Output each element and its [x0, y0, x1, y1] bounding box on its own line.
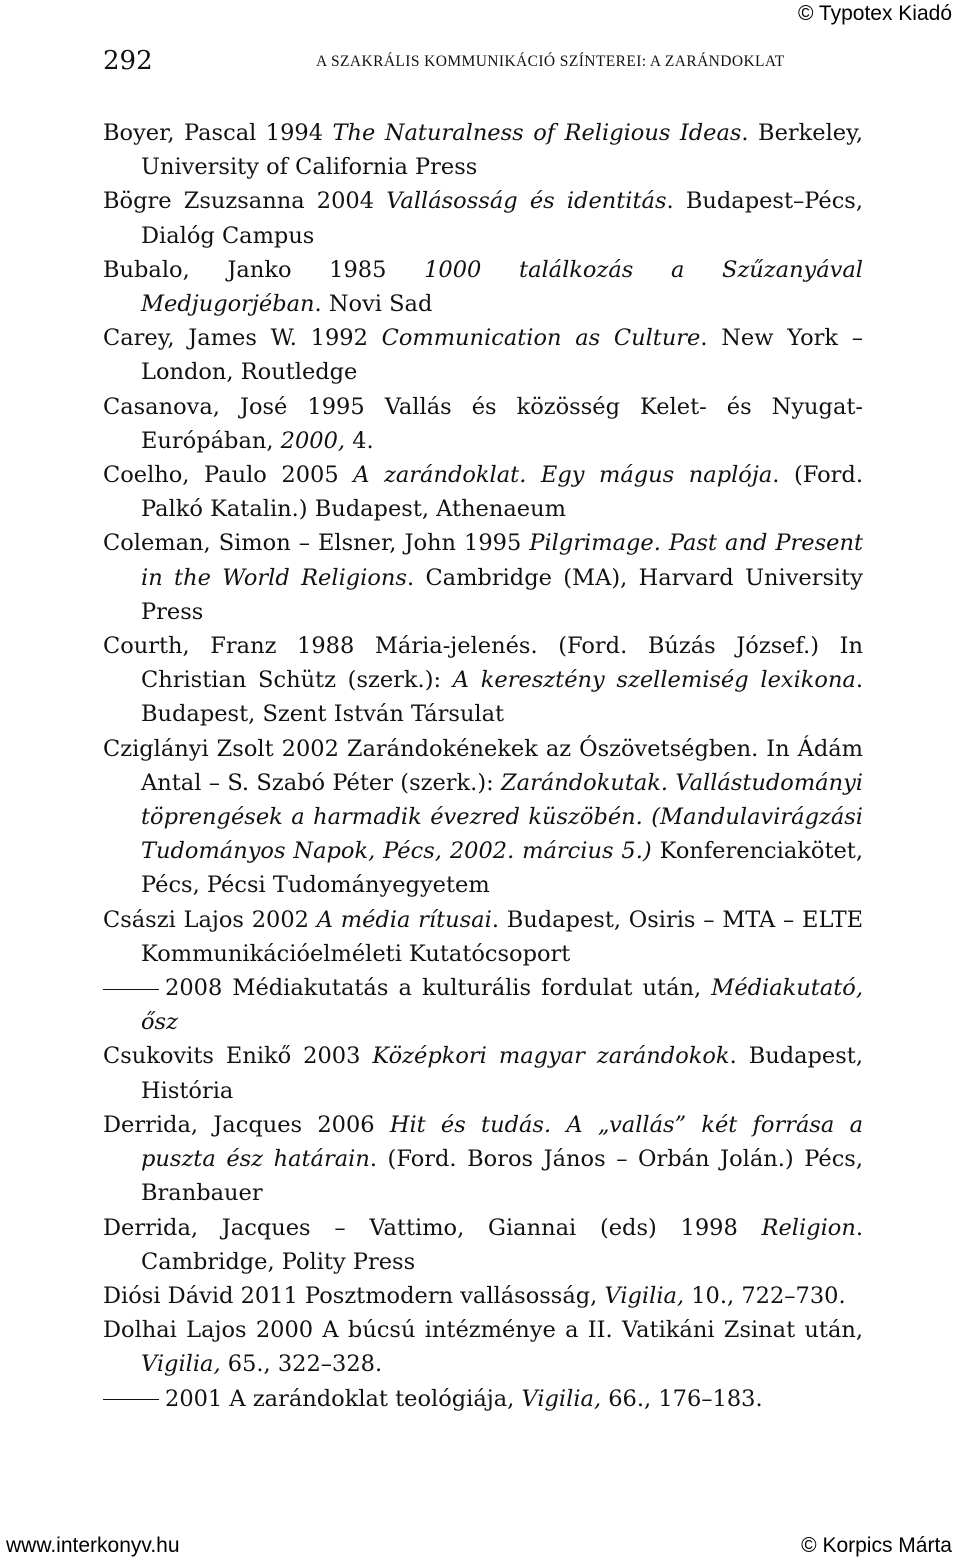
entry-author-part: Carey, James W. 1992 — [103, 325, 382, 352]
entry-author-part: Dolhai Lajos 2000 A búcsú intézménye a II. Vatikáni Zsinat után, — [103, 1317, 863, 1344]
entry-publication: . Budapest, Osiris – MTA – ELTE Kommunikációelméleti Kutatócsoport — [141, 906, 864, 967]
bibliography-entry — [103, 629, 863, 732]
entry-title: A keresztény szellemiség lexikona — [452, 667, 856, 694]
bibliography-entry — [103, 1039, 863, 1107]
bibliography-entry — [103, 971, 863, 1039]
bibliography-entry — [103, 390, 863, 458]
entry-publication: . Budapest, Szent István Társulat — [141, 667, 864, 728]
author-copyright: © Korpics Márta — [801, 1534, 952, 1557]
entry-publication: 4. — [345, 427, 374, 454]
entry-title: A zarándoklat. Egy mágus naplója — [353, 462, 773, 489]
entry-publication: . Cambridge (MA), Harvard University Press — [141, 564, 863, 625]
bibliography-entry — [103, 1313, 863, 1381]
page-number: 292 — [103, 46, 153, 76]
entry-publication: . Budapest, História — [141, 1043, 863, 1104]
entry-author-part: 2008 Médiakutatás a kulturális fordulat után, — [165, 975, 712, 1002]
entry-title: Vigilia, — [141, 1351, 221, 1378]
entry-title: A média rítusai — [316, 906, 492, 933]
bibliography-entry — [103, 321, 863, 389]
entry-publication: . (Ford. Boros János – Orbán Jolán.) Pécs, Branbauer — [141, 1146, 864, 1207]
entry-publication: . Budapest–Pécs, Dialóg Campus — [141, 188, 863, 249]
running-head: A SZAKRÁLIS KOMMUNIKÁCIÓ SZÍNTEREI: A ZARÁNDOKLAT — [316, 53, 785, 70]
ditto-dash — [103, 989, 159, 990]
publisher-copyright: © Typotex Kiadó — [797, 2, 952, 25]
entry-author-part: Coelho, Paulo 2005 — [103, 462, 354, 489]
bibliography-entry — [103, 1279, 863, 1313]
entry-author-part: Bögre Zsuzsanna 2004 — [103, 188, 387, 215]
bibliography-entry — [103, 253, 863, 321]
bibliography-entry — [103, 458, 863, 526]
entry-author-part: Derrida, Jacques 2006 — [103, 1111, 390, 1138]
bibliography-entry — [103, 526, 863, 629]
entry-author-part: Császi Lajos 2002 — [103, 906, 317, 933]
entry-title: Zarándokutak. Vallástudományi töprengések a harmadik évezred küszöbén. (Mandulavirágzási Tudományos Napok, Pécs, 2002. március 5.) — [141, 769, 863, 865]
entry-title: Pilgrimage. Past and Present in the World Religions — [141, 530, 864, 591]
bibliography-entry — [103, 1211, 863, 1279]
entry-publication: . New York – London, Routledge — [141, 325, 863, 386]
entry-title: The Naturalness of Religious Ideas — [332, 120, 742, 146]
entry-publication: Konferenciakötet, Pécs, Pécsi Tudományegyetem — [141, 838, 863, 899]
entry-author-part: Bubalo, Janko 1985 — [103, 256, 425, 283]
entry-author-part: Derrida, Jacques – Vattimo, Giannai (eds) 1998 — [103, 1214, 762, 1241]
entry-title: 2000, — [280, 427, 346, 454]
bibliography-entry — [103, 903, 863, 971]
entry-author-part: Coleman, Simon – Elsner, John 1995 — [103, 530, 530, 557]
entry-publication: . Berkeley, University of California Press — [141, 120, 863, 181]
entry-author-part: Courth, Franz 1988 Mária-jelenés. (Ford. Búzás József.) In Christian Schütz (szerk.): — [103, 633, 863, 694]
entry-publication: 66., 176–183. — [601, 1385, 763, 1412]
entry-title: Médiakutató, ősz — [141, 975, 863, 1036]
entry-publication: . Cambridge, Polity Press — [141, 1214, 863, 1275]
bibliography-entry — [103, 732, 863, 903]
entry-title: Vigilia, — [521, 1385, 602, 1412]
entry-title: Középkori magyar zarándokok — [372, 1043, 730, 1070]
bibliography-entry — [103, 184, 863, 252]
entry-publication: . Novi Sad — [314, 291, 433, 318]
entry-publication: 10., 722–730. — [684, 1282, 846, 1309]
bibliography-list — [103, 116, 863, 1416]
entry-title: 1000 találkozás a Szűzanyával Medjugorjéban — [141, 256, 864, 318]
entry-title: Vallásosság és identitás — [386, 188, 667, 215]
bibliography-entry — [103, 1108, 863, 1211]
entry-publication: 65., 322–328. — [220, 1351, 383, 1378]
entry-publication: . (Ford. Palkó Katalin.) Budapest, Athenaeum — [141, 462, 863, 523]
entry-author-part: Diósi Dávid 2011 Posztmodern vallásosság, — [103, 1282, 605, 1309]
entry-title: Religion — [761, 1214, 856, 1241]
bibliography-entry — [103, 1382, 863, 1416]
entry-author-part: Csukovits Enikő 2003 — [103, 1043, 373, 1070]
bibliography-entry — [103, 116, 863, 184]
website-link[interactable]: www.interkonyv.hu — [6, 1534, 180, 1557]
entry-title: Vigilia, — [604, 1282, 685, 1309]
ditto-dash — [103, 1399, 159, 1400]
entry-title: Hit és tudás. A „vallás” két forrása a puszta ész határain — [141, 1111, 863, 1173]
entry-author-part: Cziglányi Zsolt 2002 Zarándokénekek az Ószövetségben. In Ádám Antal – S. Szabó Péter (szerk.): — [103, 735, 863, 796]
entry-author-part: 2001 A zarándoklat teológiája, — [165, 1385, 522, 1412]
entry-author-part: Boyer, Pascal 1994 — [103, 120, 333, 146]
entry-author-part: Casanova, José 1995 Vallás és közösség Kelet- és Nyugat-Európában, — [103, 393, 863, 454]
entry-title: Communication as Culture — [381, 325, 701, 352]
